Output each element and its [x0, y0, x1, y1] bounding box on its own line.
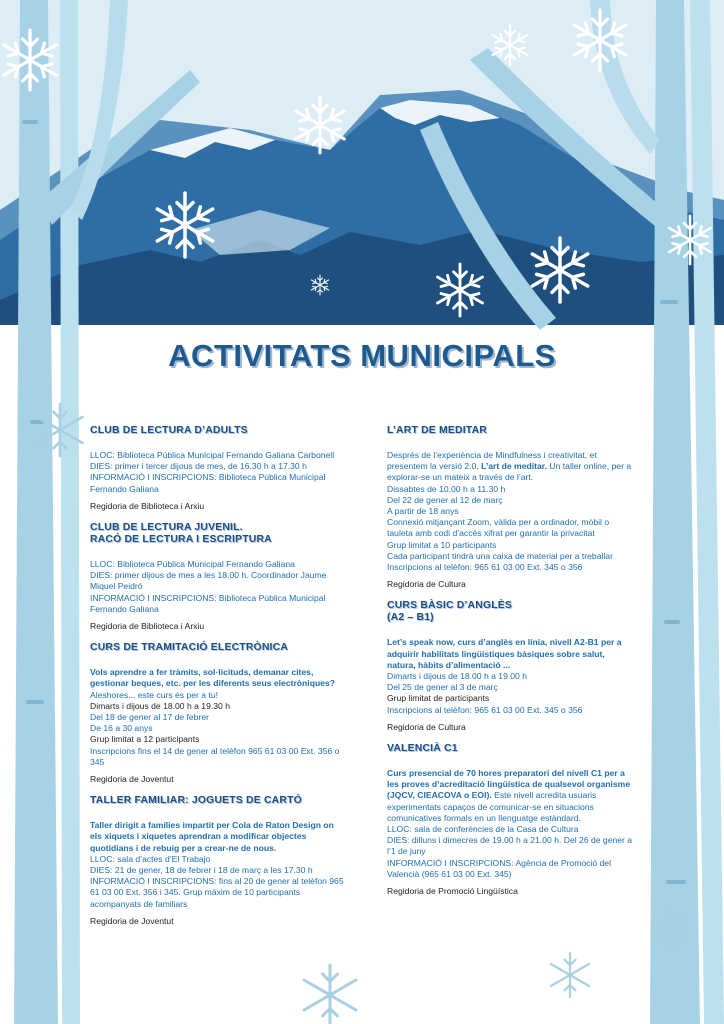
info-line: Inscripcions fins el 14 de gener al telèfon 965 61 03 00 Ext. 356 o 345 — [90, 745, 340, 767]
intro-bold: L’art de meditar. — [481, 461, 548, 472]
organizer: Regidoria de Joventut — [90, 774, 174, 785]
info-line: LLOC: Biblioteca Pública Municipal Fernando Galiana Carbonell — [90, 450, 335, 460]
page-title: ACTIVITATS MUNICIPALS — [168, 338, 556, 373]
info-line: Connexió mitjançant Zoom, vàlida per a ordinador, mòbil o tauleta amb codi d’accés xifrat per garantir la privacitat — [387, 517, 610, 539]
info-line: INFORMACIÓ I INSCRIPCIONS: Agència de Promoció del Valencià (965 61 03 00 Ext. 345) — [387, 857, 611, 879]
heading-line: CURS BÀSIC D’ANGLÈS — [387, 600, 513, 612]
info-line: Grup limitat a 12 participants — [90, 734, 200, 745]
organizer: Regidoria de Biblioteca i Arxiu — [90, 621, 205, 632]
heading-line: CLUB DE LECTURA JUVENIL. — [90, 522, 243, 534]
organizer: Regidoria de Biblioteca i Arxiu — [90, 500, 205, 511]
info-line: INFORMACIÓ I INSCRIPCIONS: Biblioteca Pública Municipal Fernando Galiana — [90, 592, 326, 614]
section-heading: TALLER FAMILIAR: JOGUETS DE CARTÓ — [90, 795, 302, 807]
section-heading — [387, 600, 633, 624]
intro-text: Un taller online, per a explorar-se un mateix a través de l’art. — [387, 461, 632, 483]
info-line: Dissabtes de 10.00 h a 11.30 h — [387, 483, 506, 494]
section-taller-familiar — [90, 795, 348, 927]
intro-bold: Curs presencial de 70 hores preparatori del nivell C1 per a les proves d’acreditació lingüística de qualsevol organisme (JQCV, CIEACOVA o EOI). — [387, 768, 631, 801]
organizer: Regidoria de Cultura — [387, 721, 466, 732]
info-line: De 16 a 30 anys — [90, 723, 153, 734]
section-heading: CLUB DE LECTURA D’ADULTS — [90, 425, 248, 436]
organizer: Regidoria de Joventut — [90, 915, 174, 926]
info-line: DIES: 21 de gener, 18 de febrer i 18 de març a les 17.30 h — [90, 865, 313, 876]
intro-text: Després de l’experiència de Mindfulness i creativitat, et presentem la versió 2.0, — [387, 450, 597, 472]
info-line: DIES: primer i tercer dijous de mes, de 16.30 h a 17.30 h — [90, 461, 307, 472]
section-curs-angles — [387, 600, 633, 733]
heading-line: (A2 – B1) — [387, 612, 434, 624]
organizer: Regidoria de Promoció Lingüística — [387, 886, 518, 897]
info-line: Cada participant tindrà una caixa de material per a treballar — [387, 550, 613, 561]
info-line: Grup limitat de participants — [387, 693, 490, 704]
info-line: Inscripcions al telèfon: 965 61 03 00 Ext. 345 o 356 — [387, 562, 583, 573]
info-line: Del 22 de gener al 12 de març — [387, 494, 503, 505]
info-line: A partir de 18 anys — [387, 506, 459, 517]
info-line: LLOC: Biblioteca Pública Municipal Fernando Galiana — [90, 559, 295, 570]
intro — [387, 768, 633, 824]
intro-bold: Vols aprendre a fer tràmits, sol·licituds, demanar cites, gestionar beques, etc. per les diferents seus electròniques? — [90, 667, 336, 689]
info-line: Dimarts i dijous de 18.00 h a 19.30 h — [90, 700, 230, 711]
left-column — [90, 425, 348, 937]
intro — [387, 450, 633, 484]
info-line: INFORMACIÓ I INSCRIPCIONS: fins al 20 de gener al telèfon 965 61 03 00 Ext. 356 i 345. Grup màxim de 10 participants acompanyats de familiars — [90, 876, 344, 909]
tree-trunk — [60, 0, 80, 1024]
section-heading: L’ART DE MEDITAR — [387, 425, 487, 436]
section-heading: CURS DE TRAMITACIÓ ELECTRÒNICA — [90, 642, 289, 654]
heading-line: RACÓ DE LECTURA I ESCRIPTURA — [90, 534, 272, 546]
intro-text: Aleshores... este curs és per a tu! — [90, 689, 219, 700]
info-line: LLOC: sala d’actes d’El Trabajo — [90, 853, 211, 864]
info-line: Del 18 de gener al 17 de febrer — [90, 712, 209, 723]
section-heading — [90, 522, 348, 546]
right-column — [387, 425, 633, 907]
section-tramitacio-electronica — [90, 642, 348, 785]
info-line: Grup limitat a 10 participants — [387, 539, 497, 550]
info-line: Dimarts i dijous de 18.00 h a 19.00 h — [387, 671, 527, 682]
organizer: Regidoria de Cultura — [387, 579, 466, 590]
info-line: Del 25 de gener al 3 de març — [387, 682, 498, 693]
intro-text: Este nivell acredita usuaris experimentats capaços de comunicar-se en situacions comunicatives formals en un llenguatge estàndard. — [387, 790, 597, 823]
section-valencia-c1 — [387, 743, 633, 897]
info-line: INFORMACIÓ I INSCRIPCIONS: Biblioteca Pública Municipal Fernando Galiana — [90, 472, 326, 494]
section-club-lectura-juvenil — [90, 522, 348, 632]
intro-bold: Let’s speak now, curs d’anglès en línia, nivell A2-B1 per a adquirir habilitats lingüístiques bàsiques sobre salut, natura, hàbits d’alimentació ... — [387, 637, 622, 670]
info-line: LLOC: sala de conferències de la Casa de Cultura — [387, 824, 579, 835]
section-club-lectura-adults — [90, 425, 348, 512]
section-art-de-meditar — [387, 425, 633, 590]
info-line: Inscripcions al telèfon: 965 61 03 00 Ext. 345 o 356 — [387, 704, 583, 715]
intro-bold: Taller dirigit a famílies impartit per Cola de Raton Design on els xiquets i xiquetes aprendran a modificar objectes quotidians i de rebuig per a crear-ne de nous. — [90, 820, 334, 853]
info-line: DIES: primer dijous de mes a les 18.00 h. Coordinador Jaume Miquel Peidró — [90, 570, 327, 592]
info-line: DIES: dilluns i dimecres de 19.00 h a 21.00 h. Del 26 de gener a l’1 de juny — [387, 835, 633, 857]
section-heading: VALENCIÀ C1 — [387, 743, 458, 755]
intro — [90, 667, 348, 701]
